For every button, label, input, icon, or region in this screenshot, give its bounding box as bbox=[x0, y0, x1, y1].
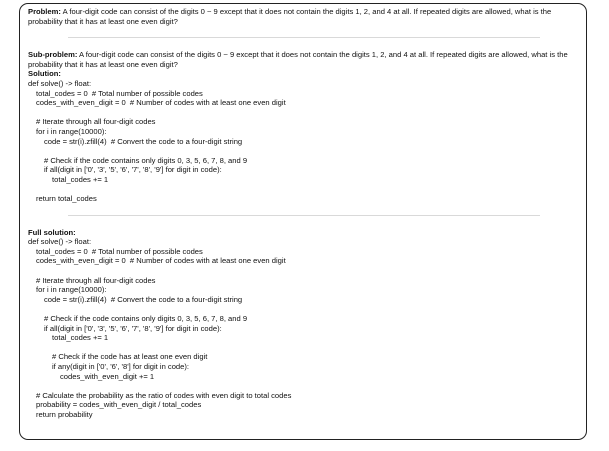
code-line: probability = codes_with_even_digit / total_codes bbox=[36, 400, 202, 410]
subproblem-text: A four-digit code can consist of the digits 0 ~ 9 except that it does not contain the digits 1, 2, and 4 at all. If repeated digits are allowed, what is the probability that it has at least one even digit? bbox=[28, 50, 568, 69]
code-line: total_codes += 1 bbox=[52, 333, 109, 343]
code-line: for i in range(10000): bbox=[36, 126, 107, 136]
code-line: total_codes = 0 # Total number of possible codes bbox=[36, 88, 203, 98]
code-line: codes_with_even_digit += 1 bbox=[60, 371, 155, 381]
code-line: # Iterate through all four-digit codes bbox=[36, 117, 156, 127]
code-line: total_codes = 0 # Total number of possible codes bbox=[36, 246, 203, 256]
full-solution-code bbox=[28, 237, 580, 419]
code-line: for i in range(10000): bbox=[36, 285, 107, 295]
code-line: # Check if the code contains only digits 0, 3, 5, 6, 7, 8, and 9 bbox=[44, 155, 248, 165]
code-line: return probability bbox=[36, 409, 93, 419]
divider bbox=[68, 215, 540, 216]
subproblem-paragraph bbox=[28, 50, 580, 69]
code-line: # Calculate the probability as the ratio of codes with even digit to total codes bbox=[36, 390, 292, 400]
code-line: def solve() -> float: bbox=[28, 78, 92, 88]
solution-code bbox=[28, 79, 580, 204]
code-line bbox=[28, 381, 580, 391]
subproblem-label: Sub-problem: bbox=[28, 50, 78, 60]
code-line: # Check if the code has at least one even digit bbox=[52, 352, 208, 362]
document-body bbox=[28, 7, 580, 420]
code-line: # Iterate through all four-digit codes bbox=[36, 275, 156, 285]
code-line bbox=[28, 343, 580, 353]
divider bbox=[68, 37, 540, 38]
problem-text: A four-digit code can consist of the digits 0 ~ 9 except that it does not contain the digits 1, 2, and 4 at all. If repeated digits are allowed, what is the probability that it has at least one even digit? bbox=[28, 7, 552, 26]
code-line bbox=[28, 304, 580, 314]
code-line bbox=[28, 185, 580, 195]
code-line: code = str(i).zfill(4) # Convert the code to a four-digit string bbox=[44, 136, 243, 146]
code-line bbox=[28, 266, 580, 276]
code-line bbox=[28, 146, 580, 156]
problem-paragraph bbox=[28, 7, 580, 26]
problem-label: Problem: bbox=[28, 7, 61, 16]
code-line: if any(digit in ['0', '6', '8'] for digit in code): bbox=[52, 362, 190, 371]
code-line: total_codes += 1 bbox=[52, 174, 109, 184]
code-line: if all(digit in ['0', '3', '5', '6', '7', '8', '9'] for digit in code): bbox=[44, 323, 222, 333]
code-line: codes_with_even_digit = 0 # Number of codes with at least one even digit bbox=[36, 98, 286, 108]
code-line: return total_codes bbox=[36, 194, 97, 204]
code-line: code = str(i).zfill(4) # Convert the code to a four-digit string bbox=[44, 294, 243, 304]
full-solution-label: Full solution: bbox=[28, 227, 76, 237]
code-line: if all(digit in ['0', '3', '5', '6', '7', '8', '9'] for digit in code): bbox=[44, 165, 222, 175]
code-line: codes_with_even_digit = 0 # Number of codes with at least one even digit bbox=[36, 256, 286, 266]
code-line bbox=[28, 108, 580, 118]
solution-label: Solution: bbox=[28, 69, 61, 79]
code-line: # Check if the code contains only digits 0, 3, 5, 6, 7, 8, and 9 bbox=[44, 314, 248, 324]
code-line: def solve() -> float: bbox=[28, 237, 92, 247]
